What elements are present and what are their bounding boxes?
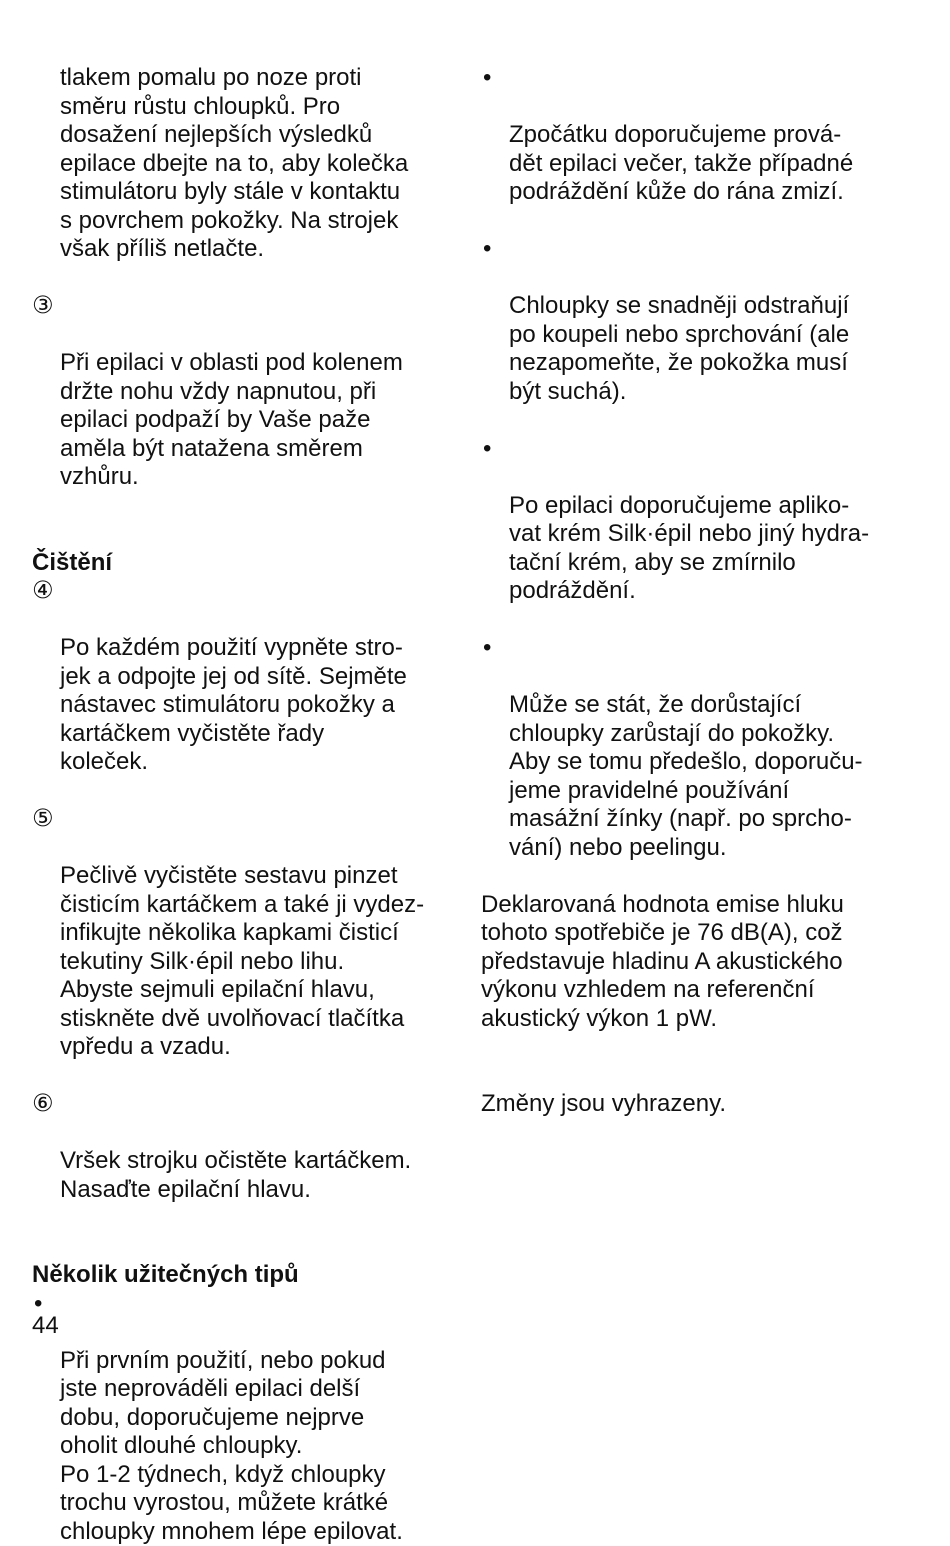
tip-1-item (32, 1290, 442, 1546)
step-3-marker: ③ (32, 292, 58, 321)
tip-4-bullet: • (483, 435, 509, 464)
tip-5-text: Může se stát, že dorůstající chloupky zarůstají do pokožky. Aby se tomu předešlo, doporuču- jeme pravidelné používání masážní žínky (např. po sprcho- vání) nebo peelingu. (509, 691, 863, 861)
left-column (32, 64, 442, 1546)
tip-2-bullet: • (483, 64, 509, 93)
step-5-item (32, 805, 442, 1062)
step-6-text: Vršek strojku očistěte kartáčkem. Nasaďte epilační hlavu. (60, 1147, 411, 1203)
tips-heading: Několik užitečných tipů (32, 1261, 442, 1290)
step-6-item (32, 1090, 442, 1204)
step-4-marker: ④ (32, 577, 58, 606)
cleaning-heading: Čištění (32, 549, 442, 578)
step-3-text: Při epilaci v oblasti pod kolenem držte nohu vždy napnutou, při epilaci podpaží by Vaše paže aměla být natažena směrem vzhůru. (60, 349, 403, 490)
tip-2-text: Zpočátku doporučujeme prová- dět epilaci večer, takže případné podráždění kůže do rána zmizí. (509, 121, 853, 205)
right-column (481, 64, 901, 1119)
intro-continuation-paragraph: tlakem pomalu po noze proti směru růstu chloupků. Pro dosažení nejlepších výsledků epilace dbejte na to, aby kolečka stimulátoru byly stále v kontaktu s povrchem pokožky. Na strojek však příliš netlačte. (32, 64, 442, 264)
tip-5-item (481, 634, 901, 862)
step-3-item (32, 292, 442, 492)
tip-3-text: Chloupky se snadněji odstraňují po koupeli nebo sprchování (ale nezapomeňte, že pokožka musí být suchá). (509, 292, 849, 405)
tip-4-text: Po epilaci doporučujeme apliko- vat krém Silk·épil nebo jiný hydra- tační krém, aby se zmírnilo podráždění. (509, 492, 869, 605)
tip-4-item (481, 435, 901, 606)
step-4-text: Po každém použití vypněte stro- jek a odpojte jej od sítě. Sejměte nástavec stimulátoru pokožky a kartáčkem vyčistěte řady koleček. (60, 634, 407, 775)
step-5-text: Pečlivě vyčistěte sestavu pinzet čisticím kartáčkem a také ji vydez- infikujte několika kapkami čisticí tekutiny Silk·épil nebo lihu. Abyste sejmuli epilační hlavu, stiskněte dvě uvolňovací tlačítka vpředu a vzadu. (60, 862, 424, 1060)
tip-1-bullet: • (34, 1290, 60, 1319)
tip-1-text: Při prvním použití, nebo pokud jste neprováděli epilaci delší dobu, doporučujeme nejprve oholit dlouhé chloupky. Po 1-2 týdnech, když chloupky trochu vyrostou, můžete krátké chloupky mnohem lépe epilovat. (60, 1347, 403, 1545)
noise-statement-paragraph: Deklarovaná hodnota emise hluku tohoto spotřebiče je 76 dB(A), což představuje hladinu A akustického výkonu vzhledem na referenční akustický výkon 1 pW. (481, 891, 901, 1034)
changes-notice: Změny jsou vyhrazeny. (481, 1090, 901, 1119)
tip-5-bullet: • (483, 634, 509, 663)
page-number: 44 (32, 1312, 59, 1340)
tip-2-item (481, 64, 901, 207)
step-5-marker: ⑤ (32, 805, 58, 834)
tip-3-item (481, 235, 901, 406)
step-6-marker: ⑥ (32, 1090, 58, 1119)
tip-3-bullet: • (483, 235, 509, 264)
step-4-item (32, 577, 442, 777)
